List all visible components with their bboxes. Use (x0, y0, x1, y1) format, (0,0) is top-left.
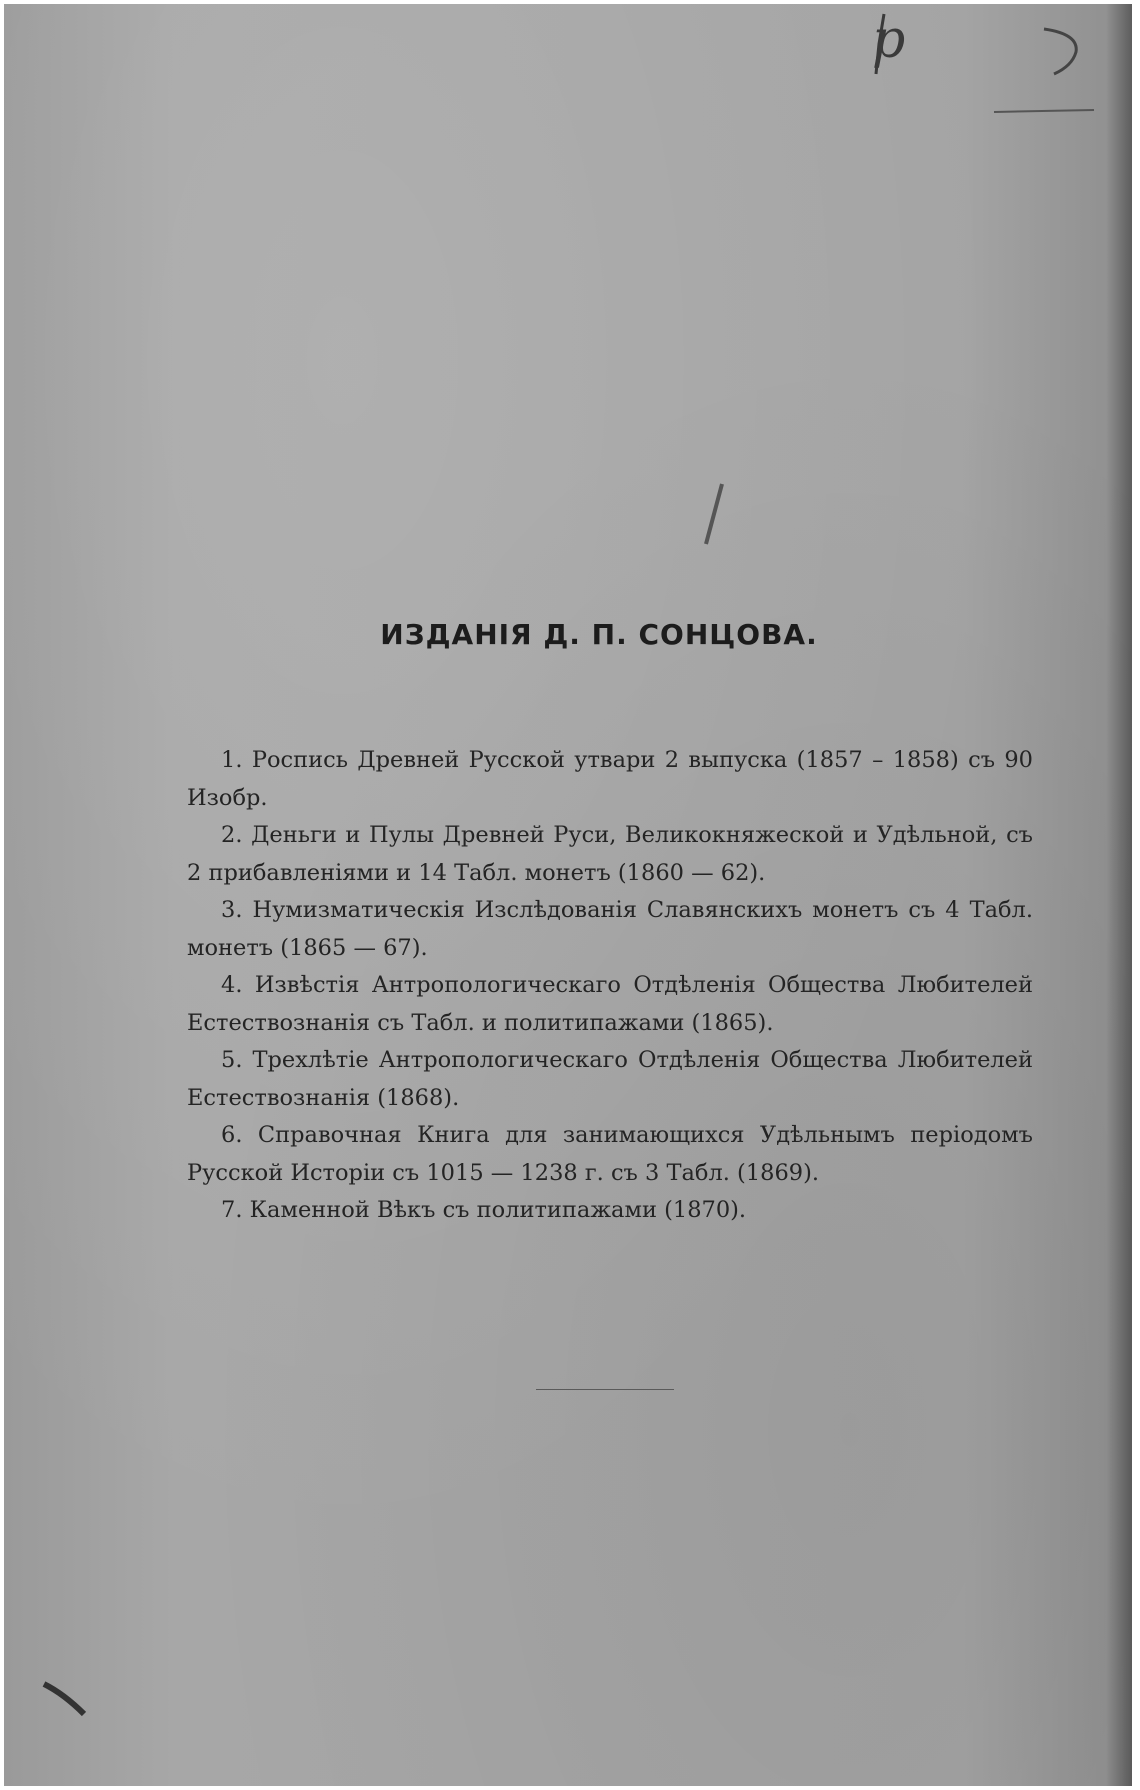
list-item: 1. Роспись Древней Русской утвари 2 выпуска (1857 – 1858) съ 90 Изобр. (187, 747, 1033, 811)
list-item: 2. Деньги и Пулы Древней Руси, Великокняжеской и Удѣльной, съ 2 прибавленіями и 14 Табл. монетъ (1860 — 62). (187, 822, 1033, 886)
list-item: 7. Каменной Вѣкъ съ политипажами (1870). (221, 1197, 747, 1223)
list-item: 6. Справочная Книга для занимающихся Удѣльнымъ періодомъ Русской Исторіи съ 1015 — 1238 г. съ 3 Табл. (1869). (187, 1122, 1033, 1186)
page-title: ИЗДАНІЯ Д. П. СОНЦОВА. (380, 618, 818, 651)
divider-rule (536, 1389, 674, 1390)
publications-list (187, 742, 1033, 1230)
scanned-page (4, 4, 1132, 1786)
list-item: 5. Трехлѣтіе Антропологическаго Отдѣленія Общества Любителей Естествознанія (1868). (187, 1047, 1033, 1111)
folio-note: р (872, 10, 906, 70)
list-item: 3. Нумизматическія Изслѣдованія Славянскихъ монетъ съ 4 Табл. монетъ (1865 — 67). (187, 897, 1033, 961)
list-item: 4. Извѣстія Антропологическаго Отдѣленія Общества Любителей Естествознанія съ Табл. и политипажами (1865). (187, 972, 1033, 1036)
